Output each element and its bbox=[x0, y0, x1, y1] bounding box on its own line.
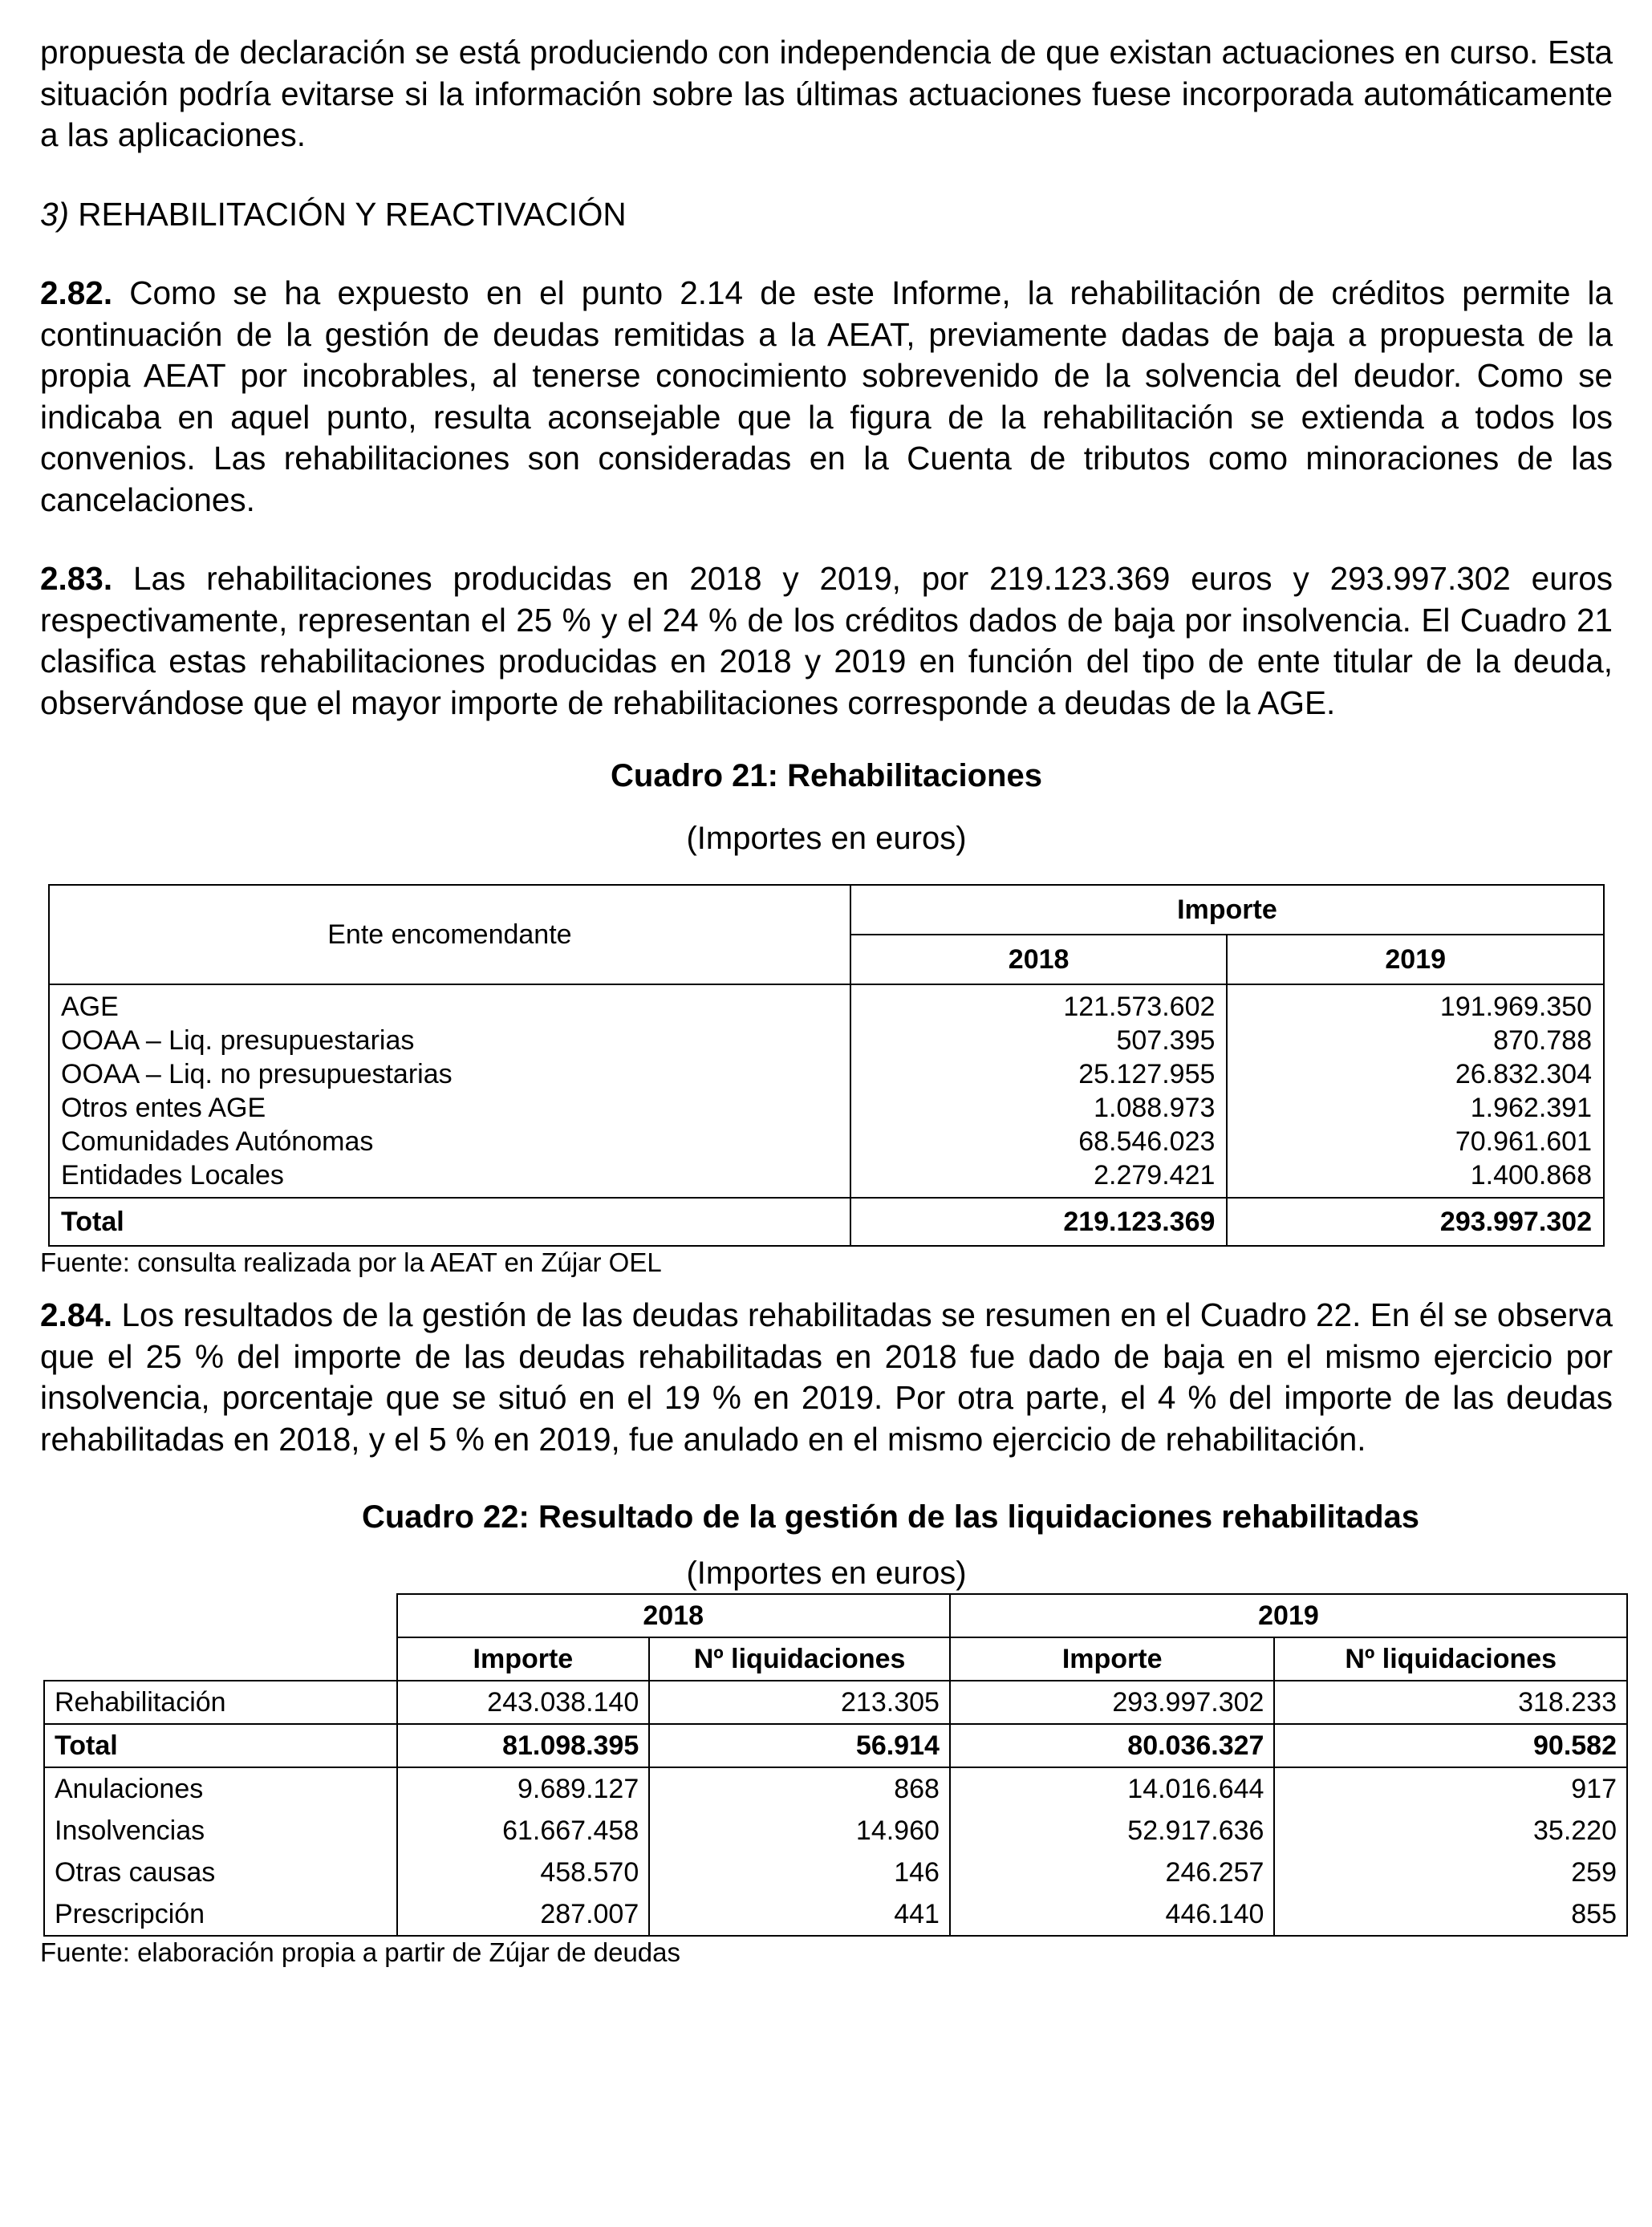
amount-2018: 287.007 bbox=[397, 1893, 650, 1936]
table-22-source: Fuente: elaboración propia a partir de Zújar de deudas bbox=[40, 1937, 681, 1967]
paragraph-2-82 bbox=[40, 273, 1613, 521]
row-label: Insolvencias bbox=[44, 1810, 397, 1852]
table-row bbox=[49, 984, 1604, 1024]
table-row bbox=[49, 1024, 1604, 1057]
paragraph-2-84 bbox=[40, 1295, 1613, 1460]
amount-2018: 243.038.140 bbox=[397, 1681, 650, 1724]
header-year-2019: 2019 bbox=[1227, 935, 1604, 984]
header-year-2018: 2018 bbox=[397, 1594, 950, 1637]
header-count-2018: Nº liquidaciones bbox=[649, 1637, 950, 1681]
section-heading bbox=[40, 194, 1613, 236]
paragraph-text: Los resultados de la gestión de las deudas rehabilitadas se resumen en el Cuadro 22. En él se observa que el 25 % del importe de las deudas rehabilitadas en 2018 fue dado de baja en el mismo ejercicio por insolvencia, porcentaje que se situó en el 19 % en 2019. Por otra parte, el 4 % del importe de las deudas rehabilitadas en 2018, y el 5 % en 2019, fue anulado en el mismo ejercicio de rehabilitación. bbox=[40, 1296, 1613, 1458]
paragraph-number: 2.82. bbox=[40, 274, 113, 311]
table-row bbox=[49, 1091, 1604, 1125]
count-2019: 917 bbox=[1274, 1767, 1627, 1810]
row-value-2018: 507.395 bbox=[850, 1024, 1228, 1057]
section-heading-prefix: 3) bbox=[40, 195, 70, 233]
paragraph-text: Como se ha expuesto en el punto 2.14 de este Informe, la rehabilitación de créditos permite la continuación de la gestión de deudas remitidas a la AEAT, previamente dadas de baja a propuesta de la propia AEAT por incobrables, al tenerse conocimiento sobrevenido de la solvencia del deudor. Como se indicaba en aquel punto, resulta aconsejable que la figura de la rehabilitación se extienda a todos los convenios. Las rehabilitaciones son consideradas en la Cuenta de tributos como minoraciones de las cancelaciones. bbox=[40, 274, 1613, 518]
header-blank-cell bbox=[44, 1637, 397, 1681]
row-label: Otros entes AGE bbox=[49, 1091, 850, 1125]
paragraph-text: Las rehabilitaciones producidas en 2018 y 2019, por 219.123.369 euros y 293.997.302 euros respectivamente, representan el 25 % y el 24 % de los créditos dados de baja por insolvencia. El Cuadro 21 clasifica estas rehabilitaciones producidas en 2018 y 2019 en función del tipo de ente titular de la deuda, observándose que el mayor importe de rehabilitaciones corresponde a deudas de la AGE. bbox=[40, 560, 1613, 721]
row-value-2018: 121.573.602 bbox=[850, 984, 1228, 1024]
table-row bbox=[49, 1158, 1604, 1198]
amount-2019: 52.917.636 bbox=[950, 1810, 1275, 1852]
total-value-2019: 293.997.302 bbox=[1227, 1198, 1604, 1246]
row-label: OOAA – Liq. no presupuestarias bbox=[49, 1057, 850, 1091]
table-row bbox=[49, 1125, 1604, 1158]
amount-2018: 61.667.458 bbox=[397, 1810, 650, 1852]
header-year-2018: 2018 bbox=[850, 935, 1228, 984]
section-heading-title: REHABILITACIÓN Y REACTIVACIÓN bbox=[69, 195, 627, 233]
header-blank-cell bbox=[44, 1594, 397, 1637]
amount-2018: 81.098.395 bbox=[397, 1724, 650, 1767]
row-label: AGE bbox=[49, 984, 850, 1024]
table-21-subcaption: (Importes en euros) bbox=[686, 821, 967, 856]
header-year-2019: 2019 bbox=[950, 1594, 1627, 1637]
row-value-2018: 25.127.955 bbox=[850, 1057, 1228, 1091]
count-2019: 318.233 bbox=[1274, 1681, 1627, 1724]
row-value-2018: 68.546.023 bbox=[850, 1125, 1228, 1158]
row-label: Comunidades Autónomas bbox=[49, 1125, 850, 1158]
row-value-2019: 870.788 bbox=[1227, 1024, 1604, 1057]
row-value-2019: 70.961.601 bbox=[1227, 1125, 1604, 1158]
count-2019: 90.582 bbox=[1274, 1724, 1627, 1767]
total-row bbox=[44, 1724, 1627, 1767]
total-value-2018: 219.123.369 bbox=[850, 1198, 1228, 1246]
header-amount: Importe bbox=[850, 885, 1604, 935]
row-label: OOAA – Liq. presupuestarias bbox=[49, 1024, 850, 1057]
amount-2019: 246.257 bbox=[950, 1852, 1275, 1893]
table-21 bbox=[48, 884, 1605, 1247]
row-value-2019: 26.832.304 bbox=[1227, 1057, 1604, 1091]
table-21-caption: Cuadro 21: Rehabilitaciones bbox=[611, 758, 1042, 793]
amount-2018: 458.570 bbox=[397, 1852, 650, 1893]
count-2018: 14.960 bbox=[649, 1810, 950, 1852]
document-page bbox=[40, 32, 1617, 1969]
count-2018: 441 bbox=[649, 1893, 950, 1936]
header-amount-2019: Importe bbox=[950, 1637, 1275, 1681]
amount-2019: 446.140 bbox=[950, 1893, 1275, 1936]
count-2018: 146 bbox=[649, 1852, 950, 1893]
count-2019: 35.220 bbox=[1274, 1810, 1627, 1852]
row-label: Prescripción bbox=[44, 1893, 397, 1936]
table-row bbox=[44, 1810, 1627, 1852]
count-2018: 868 bbox=[649, 1767, 950, 1810]
row-label: Entidades Locales bbox=[49, 1158, 850, 1198]
header-entity: Ente encomendante bbox=[49, 885, 850, 984]
row-value-2018: 1.088.973 bbox=[850, 1091, 1228, 1125]
table-row bbox=[49, 1057, 1604, 1091]
total-row bbox=[49, 1198, 1604, 1246]
header-count-2019: Nº liquidaciones bbox=[1274, 1637, 1627, 1681]
amount-2019: 14.016.644 bbox=[950, 1767, 1275, 1810]
count-2018: 56.914 bbox=[649, 1724, 950, 1767]
row-label: Total bbox=[44, 1724, 397, 1767]
count-2019: 855 bbox=[1274, 1893, 1627, 1936]
row-value-2019: 191.969.350 bbox=[1227, 984, 1604, 1024]
row-value-2019: 1.962.391 bbox=[1227, 1091, 1604, 1125]
count-2019: 259 bbox=[1274, 1852, 1627, 1893]
amount-2018: 9.689.127 bbox=[397, 1767, 650, 1810]
row-value-2019: 1.400.868 bbox=[1227, 1158, 1604, 1198]
header-amount-2018: Importe bbox=[397, 1637, 650, 1681]
paragraph-number: 2.83. bbox=[40, 560, 113, 597]
row-value-2018: 2.279.421 bbox=[850, 1158, 1228, 1198]
count-2018: 213.305 bbox=[649, 1681, 950, 1724]
row-label: Anulaciones bbox=[44, 1767, 397, 1810]
rehabilitation-row bbox=[44, 1681, 1627, 1724]
table-22 bbox=[43, 1593, 1628, 1937]
table-row bbox=[44, 1852, 1627, 1893]
table-22-subcaption: (Importes en euros) bbox=[686, 1556, 967, 1591]
paragraph-2-83 bbox=[40, 558, 1613, 724]
table-row bbox=[44, 1893, 1627, 1936]
total-label: Total bbox=[49, 1198, 850, 1246]
table-22-caption: Cuadro 22: Resultado de la gestión de las liquidaciones rehabilitadas bbox=[361, 1499, 1420, 1535]
amount-2019: 293.997.302 bbox=[950, 1681, 1275, 1724]
row-label: Otras causas bbox=[44, 1852, 397, 1893]
amount-2019: 80.036.327 bbox=[950, 1724, 1275, 1767]
table-21-source: Fuente: consulta realizada por la AEAT en Zújar OEL bbox=[40, 1247, 662, 1277]
table-row bbox=[44, 1767, 1627, 1810]
row-label: Rehabilitación bbox=[44, 1681, 397, 1724]
paragraph-number: 2.84. bbox=[40, 1296, 113, 1333]
intro-paragraph: propuesta de declaración se está produciendo con independencia de que existan actuaciones en curso. Esta situación podría evitarse si la información sobre las últimas actuaciones fuese incorporada automáticamente a las aplicaciones. bbox=[40, 34, 1613, 153]
